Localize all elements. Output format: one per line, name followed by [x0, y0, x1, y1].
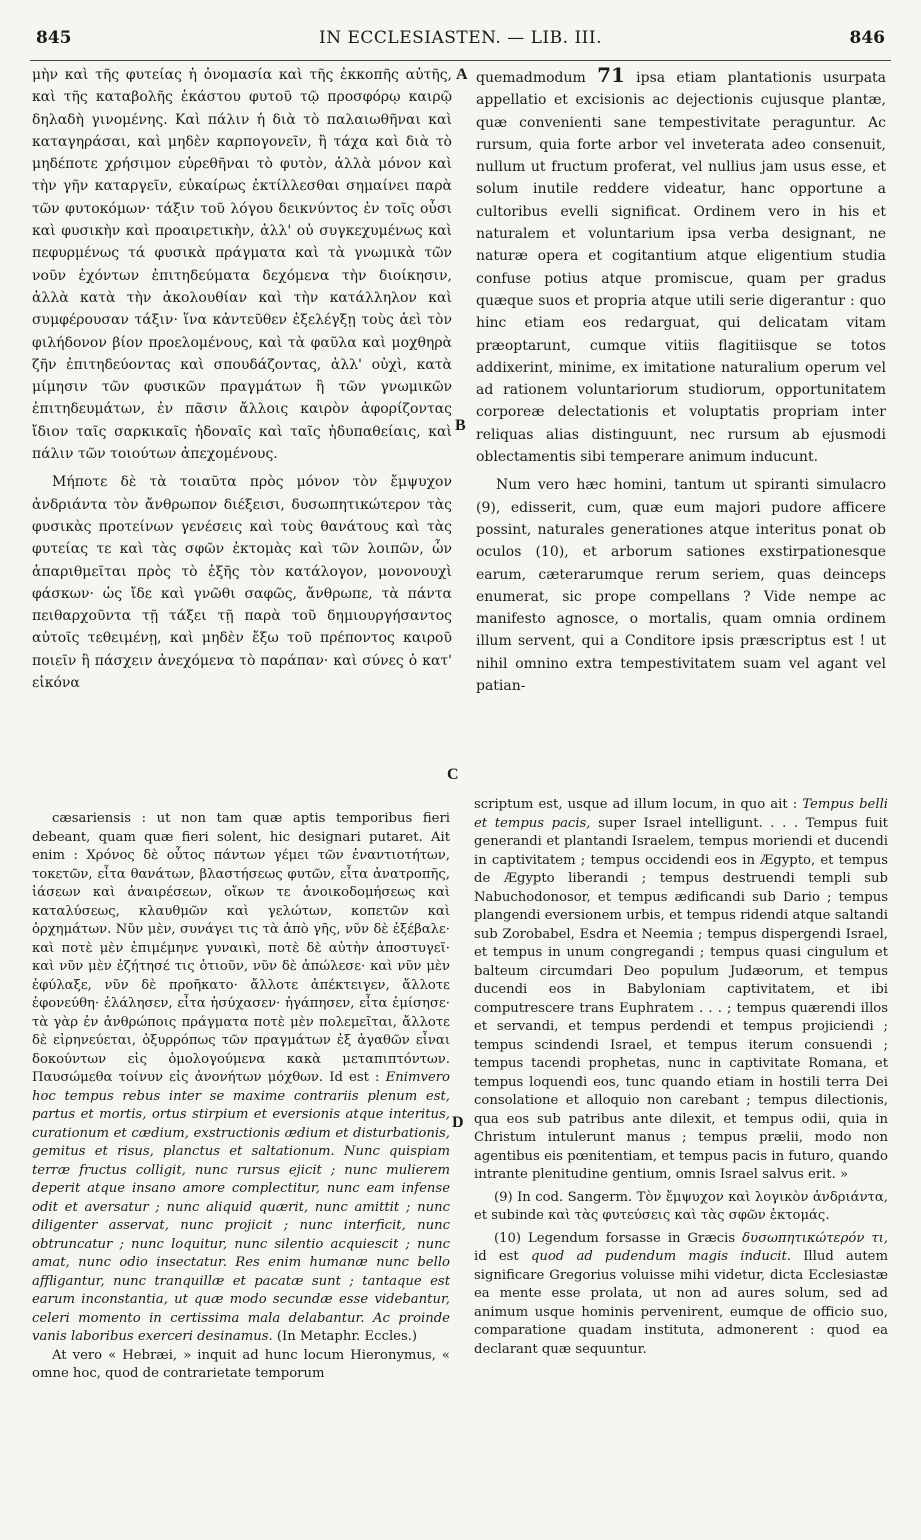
note-left-after: At vero « Hebræi, » inquit ad hunc locum Hieronymus, « omne hoc, quod de contrarietate temporum	[32, 1347, 450, 1381]
page-header	[30, 28, 891, 58]
greek-paragraph-2: Μήποτε δὲ τὰ τοιαῦτα πρὸς μόνον τὸν ἔμψυχον ἀνδριάντα τὸν ἄνθρωπον διέξεισι, δυσωπητικώτερον τὰς φυσικὰς προτείνων γενέσεις καὶ τοὺς θανάτους καὶ τὰς φυτείας τε καὶ τὰς σφῶν ἐκτομὰς καὶ τῶν λοιπῶν, ὧν ἀπαριθμεῖται πρὸς τὸ ἑξῆς τὸν κατάλογον, μονονουχὶ φάσκων· ὡς ἴδε καὶ γνῶθι σαφῶς, ἄνθρωπε, τὰ πάντα πειθαρχοῦντα τῇ τάξει τῇ παρὰ τοῦ δημιουργήσαντος αὐτοῖς τεθειμένῃ, καὶ μηδὲν ἔξω τοῦ πρέποντος καιροῦ ποιεῖν ἢ πάσχειν ἀνεχόμενα τὸ παράπαν· καὶ σύνες ὁ κατ' εἰκόνα	[32, 474, 452, 692]
notes-left-column	[32, 810, 450, 1384]
latin-p1-start: quemadmodum	[476, 70, 586, 86]
latin-column	[476, 64, 886, 697]
footnote-10	[474, 1230, 888, 1360]
note-left-citation: (In Metaphr. Eccles.)	[276, 1329, 418, 1344]
greek-paragraph-1: μὴν καὶ τῆς φυτείας ἡ ὀνομασία καὶ τῆς ἐκκοπῆς αὐτῆς, καὶ τῆς καταβολῆς ἑκάστου φυτοῦ τῷ προσφόρῳ καιρῷ δηλαδὴ γινομένης. Καὶ πάλιν ἡ διὰ τὸ παλαιωθῆναι καὶ καταγηράσαι, καὶ μηδὲν καρπογονεῖν, ἢ τάχα καὶ διὰ τὸ μηδέποτε χρήσιμον εὑρεθῆναι τὸ φυτὸν, ἀλλὰ μόνον καὶ τὴν γῆν καταργεῖν, εὐκαίρως ἐκτίλλεσθαι σημαίνει παρὰ τῶν φυτοκόμων· τάξιν τοῦ λόγου δεικνύντος ἐν τοῖς οὖσι καὶ φυσικὴν καὶ προαιρετικὴν, ἀλλ' οὐ συγκεχυμένως καὶ πεφυρμένως τά φυσικὰ πράγματα καὶ τὰ γνωμικὰ τῶν νοῦν ἐχόντων ἐπιτηδεύματα δεχόμενα τὴν διοίκησιν, ἀλλὰ κατὰ τὴν ἀκολουθίαν καὶ τὴν κατάλληλον καὶ συμφέρουσαν τάξιν· ἵνα κἀντεῦθεν ἐξελέγξῃ τοὺς ἀεὶ τὸν φιλήδονον βίον προελομένους, καὶ τὰ φαῦλα καὶ μοχθηρὰ ζῆν ἐπιτηδεύοντας καὶ σπουδάζοντας, ἀλλ' οὐχὶ, κατὰ μίμησιν τῶν φυσικῶν πραγμάτων ἢ τῶν γνωμικῶν ἐπιτηδευμάτων, ἐν πᾶσιν ἄλλοις καιρὸν ἀφορίζοντας ἴδιον ταῖς σαρκικαῖς ἡδοναῖς καὶ ταῖς ἡδυπαθείαις, καὶ πάλιν τῶν τοιούτων ἀπεχομένους.	[32, 67, 452, 463]
footnote-10-lead: (10) Legendum forsasse in Græcis	[494, 1230, 736, 1246]
latin-paragraph-2: Num vero hæc homini, tantum ut spiranti simulacro (9), edisserit, cum, quæ eum majori pudore afficere possint, naturales generationes atque interitus ponat ob oculos (10), et arborum sationes exstirpationesque earum, cæterarumque rerum seriem, quas deinceps enumerat, sic prope compellans ? Vide nempe ac manifesto agnosce, o mortalis, quam omnia ordinem illum servent, qui a Conditore ipsis præscriptus est ! ut nihil omnino extra tempestivitatem suam vel agant vel patian-	[476, 477, 886, 695]
note-right-start: scriptum est, usque ad illum locum, in quo ait :	[474, 797, 798, 812]
margin-marker-c: C	[447, 766, 459, 783]
note-left-paragraph	[32, 810, 450, 1347]
note-right-italic-quote: Tempus belli et tempus pacis,	[474, 797, 888, 831]
latin-paragraph-1	[476, 64, 886, 468]
footnote-9: (9) In cod. Sangerm. Τὸν ἔμψυχον καὶ λογικὸν ἀνδριάντα, et subinde καὶ τὰς φυτεύσεις καὶ τὰς σφῶν ἐκτομάς.	[474, 1189, 888, 1223]
header-rule	[30, 60, 891, 61]
footnote-10-greek: δυσωπητικώτερόν τι,	[742, 1230, 888, 1246]
latin-p1-body: ipsa etiam plantationis usurpata appellatio et excisionis ac dejectionis cujusque plantæ, quæ convenienti sane tempestivitate peraguntur. Ac rursum, quia forte arbor vel inveterata adeo consenuit, nullum ut fructum proferat, vel nullius jam usus esse, et solum inutile reddere videatur, hanc opportune a cultoribus evelli significat. Ordinem vero in his et naturalem et voluntarium ipsa verba designant, ne naturæ opera et cogitantium atque eligentium studia confuse potius atque promiscue, quam per gradus quæque suos et propria atque utili serie digerantur : quo hinc etiam eos redarguat, qui delicatam vitam præoptarunt, cumque vitiis flagitiisque se totos addixerint, minime, ex imitatione naturalium operum vel ad rationem voluntariorum studiorum, opportunitatem corporeæ delectationis et voluptatis propriam inter reliquas alias distinguunt, nec rursum ab ejusmodi oblectamentis sibi temperare animum inducunt.	[476, 70, 887, 466]
greek-column	[32, 64, 452, 694]
page-number-right: 846	[849, 28, 885, 48]
margin-marker-a: A	[456, 66, 468, 83]
margin-marker-d: D	[452, 1114, 464, 1131]
note-right-body: super Israel intelligunt. . . . Tempus fuit generandi et plantandi Israelem, tempus moriendi et ducendi in captivitatem ; tempus occidendi eos in Ægypto, et tempus de Ægypto liberandi ; tempus destruendi templi sub Nabuchodonosor, et tempus ædificandi sub Dario ; tempus plangendi eversionem urbis, et tempus ridendi atque saltandi sub Zorobabel, Esdra et Neemia ; tempus dispergendi Israel, et tempus in unum congregandi ; tempus quasi cingulum et balteum circumdari Deo populum Judæorum, et tempus ducendi eos in Babyloniam captivitatem, et ibi computrescere trans Euphratem . . . ; tempus quærendi illos et servandi, et tempus perdendi et tempus projiciendi ; tempus scindendi Israel, et tempus iterum consuendi ; tempus tacendi prophetas, nunc in captivitate Romana, et tempus loquendi eos, tunc quando etiam in hostili terra Dei consolatione et alloquio non carebant ; tempus dilectionis, qua eos sub patribus ante dilexit, et tempus odii, quia in Christum intulerunt manus ; tempus prælii, modo non agentibus eis pœnitentiam, et tempus pacis in futuro, quando intrante plenitudine gentium, omnis Israel salvus erit. »	[474, 815, 888, 1182]
margin-marker-b: B	[455, 417, 466, 434]
note-left-intro: cæsariensis : ut non tam quæ aptis temporibus fieri debeant, quam quæ fieri solent, hic designari putaret. Ait enim : Χρόνος δὲ οὗτος πάντων γέμει τῶν ἐναντιοτήτων, τοκετῶν, εἶτα θανάτων, βλαστήσεως φυτῶν, εἶτα ἀνατροπῆς, ἰάσεων καὶ ἀναιρέσεων, οἴκων τε ἀνοικοδομήσεως καὶ καταλύσεως, κλαυθμῶν καὶ γελώτων, κοπετῶν καὶ ὀρχημάτων. Νῦν μὲν, συνάγει τις τὰ ἀπὸ γῆς, νῦν δὲ ἐξέβαλε· καὶ ποτὲ μὲν ἐπιμέμηνε γυναικὶ, ποτὲ δὲ αὐτὴν ἀποστυγεῖ· καὶ νῦν μὲν ἐζήτησέ τις ὁτιοῦν, νῦν δὲ ἀπώλεσε· καὶ νῦν μὲν ἐφύλαξε, νῦν δὲ προῆκατο· ἄλλοτε ἀπέκτειγεν, ἄλλοτε ἐφονεύθη· ἐλάλησεν, εἶτα ἡσύχασεν· ἠγάπησεν, εἶτα ἐμίσησε· τὰ γὰρ ἐν ἀνθρώποις πράγματα ποτὲ μὲν πολεμεῖται, ἄλλοτε δὲ εἰρηνεύεται, ὀξυρρόπως τῶν πραγμάτων ἐξ ἀγαθῶν εἶναι δοκούντων εἰς ὁμολογούμενα κακὰ μεταπιπτόντων. Παυσώμεθα τοίνυν εἰς ἀνονήτων μόχθων. Id est :	[32, 811, 450, 1085]
footnote-10-idest: id est	[474, 1249, 519, 1264]
note-left-italic-translation: Enimvero hoc tempus rebus inter se maxime contrariis plenum est, partus et mortis, ortus stirpium et eversionis atque interitus, curationum et cædium, exstructionis ædium et disturbationis, gemitus et risus, planctus et saltationum. Nunc quispiam terræ fructus colligit, nunc rursus ejicit ; nunc mulierem deperit atque insano amore complectitur, nunc eam infense odit et aversatur ; nunc aliquid quærit, nunc amittit ; nunc diligenter asservat, nunc projicit ; nunc interficit, nunc obtruncatur ; nunc loquitur, nunc silentio acquiescit ; nunc amat, nunc odio insectatur. Res enim humanæ nunc bello affligantur, nunc tranquillæ et pacatæ sunt ; tantaque est earum inconstantia, ut quæ modo secundæ esse videbantur, celeri momento in certissima mala delabantur. Ac proinde vanis laboribus exerceri desinamus.	[32, 1070, 450, 1344]
column-number: 71	[597, 63, 625, 87]
running-title: IN ECCLESIASTEN. — LIB. III.	[318, 28, 602, 48]
footnote-10-italic: quod ad pudendum magis inducit.	[530, 1249, 792, 1264]
footnote-10-body: Illud autem significare Gregorius voluisse mihi videtur, dicta Ecclesiastæ ea mente esse prolata, ut non ad aures solum, sed ad animum usque hominis pervenirent, eumque de officio suo, comparatione quadam instituta, admonerent : quod ea declarant quæ sequuntur.	[474, 1249, 888, 1357]
page-number-left: 845	[36, 28, 72, 48]
note-right-paragraph	[474, 796, 888, 1185]
notes-right-column	[474, 796, 888, 1359]
